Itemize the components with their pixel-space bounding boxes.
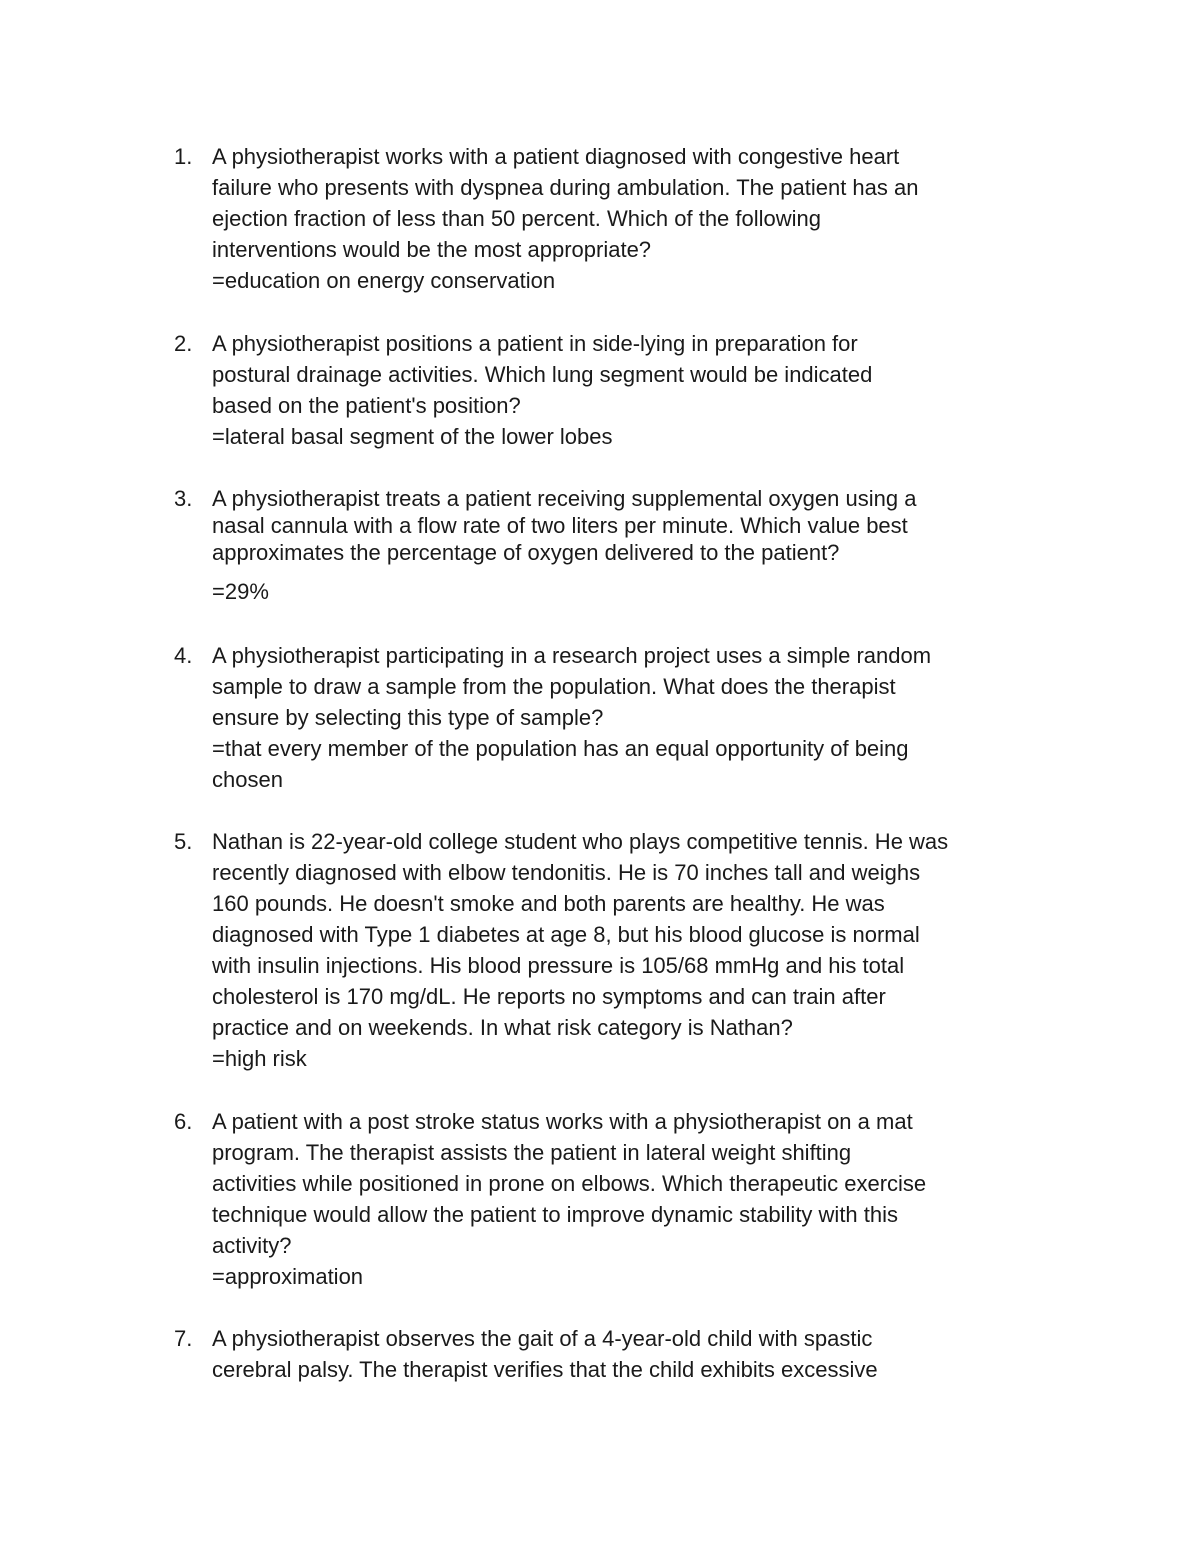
question-text-line: A physiotherapist positions a patient in side-lying in preparation for <box>212 331 858 356</box>
question-text-line: program. The therapist assists the patient in lateral weight shifting <box>212 1140 852 1165</box>
question-body <box>212 1323 1072 1385</box>
question-text-line: sample to draw a sample from the population. What does the therapist <box>212 674 896 699</box>
question-text-line: ejection fraction of less than 50 percent. Which of the following <box>212 206 822 231</box>
question-body <box>212 640 1072 795</box>
question-text-line: 160 pounds. He doesn't smoke and both parents are healthy. He was <box>212 891 885 916</box>
question-number: 6. <box>174 1109 193 1134</box>
question-number: 2. <box>174 331 193 356</box>
question-text-line: with insulin injections. His blood pressure is 105/68 mmHg and his total <box>212 953 905 978</box>
question-text-line: diagnosed with Type 1 diabetes at age 8, but his blood glucose is normal <box>212 922 920 947</box>
question-text-line: failure who presents with dyspnea during ambulation. The patient has an <box>212 175 919 200</box>
question-text-line: approximates the percentage of oxygen delivered to the patient? <box>212 540 840 565</box>
question-body <box>212 826 1072 1074</box>
question-body <box>212 1106 1072 1292</box>
question-text-line: nasal cannula with a flow rate of two liters per minute. Which value best <box>212 513 908 538</box>
question-number: 1. <box>174 144 193 169</box>
question-text-line: A physiotherapist participating in a research project uses a simple random <box>212 643 932 668</box>
question-text-line: activity? <box>212 1233 292 1258</box>
question-number: 7. <box>174 1326 193 1351</box>
question-body <box>212 483 1072 607</box>
question-text-line: recently diagnosed with elbow tendonitis. He is 70 inches tall and weighs <box>212 860 921 885</box>
question-number: 3. <box>174 486 193 511</box>
question-body <box>212 141 1072 296</box>
question-text-line: ensure by selecting this type of sample? <box>212 705 604 730</box>
question-text-line: activities while positioned in prone on elbows. Which therapeutic exercise <box>212 1171 927 1196</box>
question-text-line: A physiotherapist observes the gait of a 4-year-old child with spastic <box>212 1326 873 1351</box>
answer-text: chosen <box>212 767 283 792</box>
answer-text: =that every member of the population has an equal opportunity of being <box>212 736 909 761</box>
answer-text: =high risk <box>212 1046 307 1071</box>
question-text-line: A patient with a post stroke status works with a physiotherapist on a mat <box>212 1109 913 1134</box>
answer-text: =education on energy conservation <box>212 268 556 293</box>
question-text-line: cholesterol is 170 mg/dL. He reports no symptoms and can train after <box>212 984 886 1009</box>
question-text-line: Nathan is 22-year-old college student who plays competitive tennis. He was <box>212 829 949 854</box>
question-text-line: cerebral palsy. The therapist verifies that the child exhibits excessive <box>212 1357 878 1382</box>
question-number: 4. <box>174 643 193 668</box>
question-text-line: practice and on weekends. In what risk category is Nathan? <box>212 1015 793 1040</box>
question-body <box>212 328 1072 452</box>
question-text-line: interventions would be the most appropriate? <box>212 237 652 262</box>
question-number: 5. <box>174 829 193 854</box>
question-text-line: A physiotherapist treats a patient receiving supplemental oxygen using a <box>212 486 917 511</box>
question-text-line: based on the patient's position? <box>212 393 521 418</box>
question-text-line: technique would allow the patient to improve dynamic stability with this <box>212 1202 899 1227</box>
question-text-line: A physiotherapist works with a patient diagnosed with congestive heart <box>212 144 900 169</box>
question-text-line: postural drainage activities. Which lung segment would be indicated <box>212 362 873 387</box>
answer-text: =approximation <box>212 1264 364 1289</box>
answer-text: =lateral basal segment of the lower lobes <box>212 424 613 449</box>
answer-text: =29% <box>212 579 269 604</box>
